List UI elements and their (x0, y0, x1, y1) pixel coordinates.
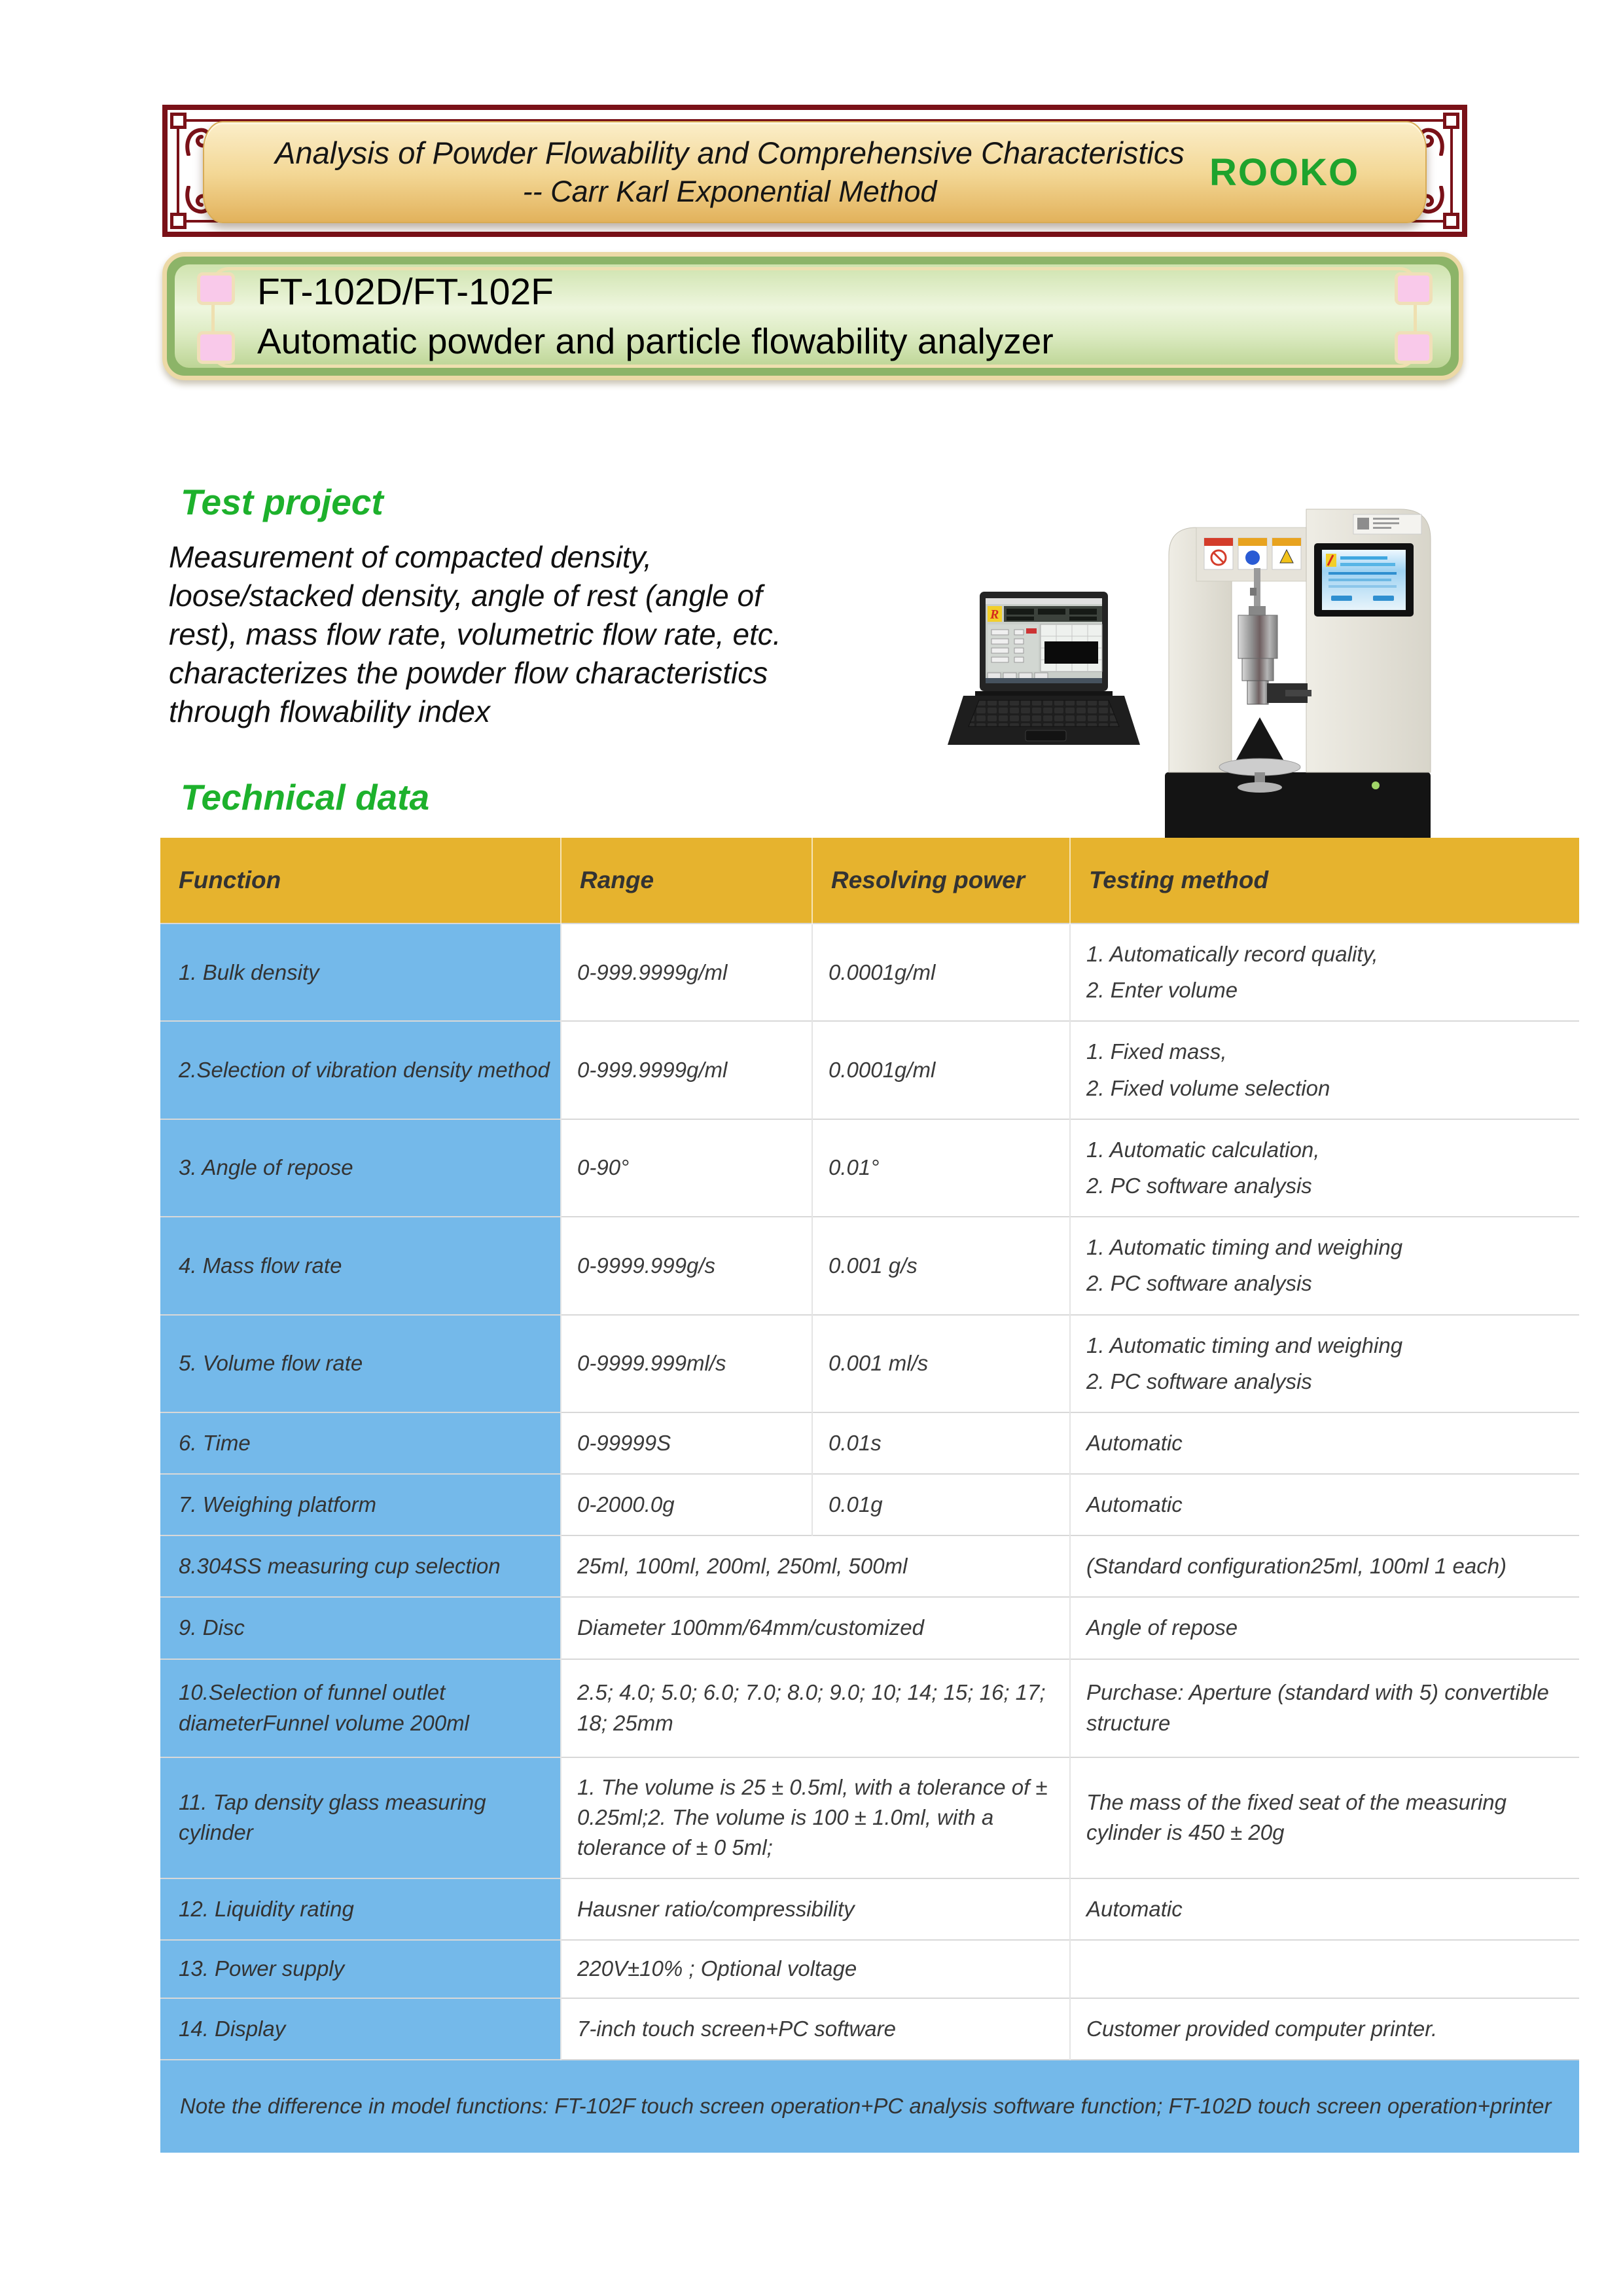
table-row (160, 1940, 1579, 1998)
col-header-range: Range (561, 838, 812, 924)
cell-function: 14. Display (160, 1998, 561, 2060)
cell-testing: 1. Fixed mass, 2. Fixed volume selection (1070, 1021, 1579, 1119)
cell-function: 7. Weighing platform (160, 1474, 561, 1535)
cell-range-merged: Diameter 100mm/64mm/customized (561, 1597, 1070, 1659)
cell-resolving: 0.0001g/ml (812, 924, 1070, 1021)
cell-range-merged: 25ml, 100ml, 200ml, 250ml, 500ml (561, 1535, 1070, 1597)
cell-testing: 1. Automatically record quality, 2. Enter volume (1070, 924, 1579, 1021)
model-banner (162, 252, 1463, 380)
cell-range-merged: 2.5; 4.0; 5.0; 6.0; 7.0; 8.0; 9.0; 10; 14; 15; 16; 17; 18; 25mm (561, 1659, 1070, 1757)
cell-range: 0-9999.999g/s (561, 1217, 812, 1314)
cell-resolving: 0.001 ml/s (812, 1315, 1070, 1412)
banner-pink-tab (1395, 331, 1433, 364)
cell-range: 0-2000.0g (561, 1474, 812, 1535)
col-header-testing-method: Testing method (1070, 838, 1579, 924)
title-line-2: -- Carr Karl Exponential Method (522, 175, 937, 208)
banner-pink-tab (197, 272, 235, 305)
cell-range-merged: 7-inch touch screen+PC software (561, 1998, 1070, 2060)
table-row (160, 1597, 1579, 1659)
table-row (160, 1315, 1579, 1412)
document-title (204, 134, 1209, 211)
model-description: Automatic powder and particle flowability analyzer (257, 321, 1054, 361)
cell-range-merged: Hausner ratio/compressibility (561, 1878, 1070, 1940)
banner-pink-tab (197, 331, 235, 364)
cell-resolving: 0.001 g/s (812, 1217, 1070, 1314)
banner-pink-tab (1395, 272, 1433, 305)
cell-range-merged: 1. The volume is 25 ± 0.5ml, with a tolerance of ± 0.25ml;2. The volume is 100 ± 1.0ml, with a tolerance of ± 0 5ml; (561, 1757, 1070, 1878)
cell-testing: Angle of repose (1070, 1597, 1579, 1659)
title-line-1: Analysis of Powder Flowability and Comprehensive Characteristics (275, 135, 1185, 170)
cell-range-merged: 220V±10% ; Optional voltage (561, 1940, 1070, 1998)
cell-testing: 1. Automatic timing and weighing 2. PC software analysis (1070, 1217, 1579, 1314)
cell-function: 4. Mass flow rate (160, 1217, 561, 1314)
col-header-function: Function (160, 838, 561, 924)
table-row (160, 1998, 1579, 2060)
table-header-row (160, 838, 1579, 924)
cell-testing: Purchase: Aperture (standard with 5) convertible structure (1070, 1659, 1579, 1757)
technical-data-table (160, 838, 1579, 2153)
table-row (160, 1474, 1579, 1535)
svg-text:R: R (990, 607, 999, 622)
cell-range: 0-999.9999g/ml (561, 924, 812, 1021)
header-ornament-frame (162, 105, 1467, 237)
table-row (160, 1119, 1579, 1217)
cell-testing: Customer provided computer printer. (1070, 1998, 1579, 2060)
rooko-logo: ROOKO (1209, 151, 1360, 194)
table-row (160, 924, 1579, 1021)
model-number: FT-102D/FT-102F (257, 271, 554, 313)
cell-range: 0-9999.999ml/s (561, 1315, 812, 1412)
cell-resolving: 0.01g (812, 1474, 1070, 1535)
cell-testing: 1. Automatic timing and weighing 2. PC software analysis (1070, 1315, 1579, 1412)
table-row (160, 1412, 1579, 1474)
cell-resolving: 0.01s (812, 1412, 1070, 1474)
cell-range: 0-90° (561, 1119, 812, 1217)
test-project-heading: Test project (181, 482, 383, 522)
table-row (160, 1757, 1579, 1878)
cell-testing (1070, 1940, 1579, 1998)
table-row (160, 1535, 1579, 1597)
cell-function: 11. Tap density glass measuring cylinder (160, 1757, 561, 1878)
cell-range: 0-999.9999g/ml (561, 1021, 812, 1119)
cell-function: 1. Bulk density (160, 924, 561, 1021)
table-row (160, 1021, 1579, 1119)
cell-function: 5. Volume flow rate (160, 1315, 561, 1412)
cell-testing: The mass of the fixed seat of the measuring cylinder is 450 ± 20g (1070, 1757, 1579, 1878)
cell-testing: Automatic (1070, 1878, 1579, 1940)
analyzer-machine-image (1157, 490, 1440, 869)
col-header-resolving-power: Resolving power (812, 838, 1070, 924)
cell-function: 6. Time (160, 1412, 561, 1474)
cell-testing: Automatic (1070, 1474, 1579, 1535)
cell-function: 13. Power supply (160, 1940, 561, 1998)
cell-range: 0-99999S (561, 1412, 812, 1474)
technical-data-heading: Technical data (181, 777, 430, 817)
laptop-software-image (942, 589, 1145, 753)
cell-testing: (Standard configuration25ml, 100ml 1 each) (1070, 1535, 1579, 1597)
table-row (160, 1659, 1579, 1757)
cell-testing: Automatic (1070, 1412, 1579, 1474)
cell-function: 9. Disc (160, 1597, 561, 1659)
cell-function: 2.Selection of vibration density method (160, 1021, 561, 1119)
cell-testing: 1. Automatic calculation, 2. PC software analysis (1070, 1119, 1579, 1217)
title-gold-plaque (203, 121, 1427, 223)
cell-resolving: 0.01° (812, 1119, 1070, 1217)
cell-function: 12. Liquidity rating (160, 1878, 561, 1940)
table-note-row (160, 2060, 1579, 2153)
model-difference-note: Note the difference in model functions: FT-102F touch screen operation+PC analysis software function; FT-102D touch screen operation+printer (160, 2060, 1579, 2153)
cell-function: 3. Angle of repose (160, 1119, 561, 1217)
cell-function: 8.304SS measuring cup selection (160, 1535, 561, 1597)
table-row (160, 1217, 1579, 1314)
cell-function: 10.Selection of funnel outlet diameterFunnel volume 200ml (160, 1659, 561, 1757)
model-name-block (257, 267, 1433, 365)
cell-resolving: 0.0001g/ml (812, 1021, 1070, 1119)
test-project-description: Measurement of compacted density, loose/stacked density, angle of rest (angle of rest), mass flow rate, volumetric flow rate, etc. characterizes the powder flow characteristics through flowability index (169, 540, 781, 728)
table-row (160, 1878, 1579, 1940)
warning-labels (1204, 538, 1301, 569)
